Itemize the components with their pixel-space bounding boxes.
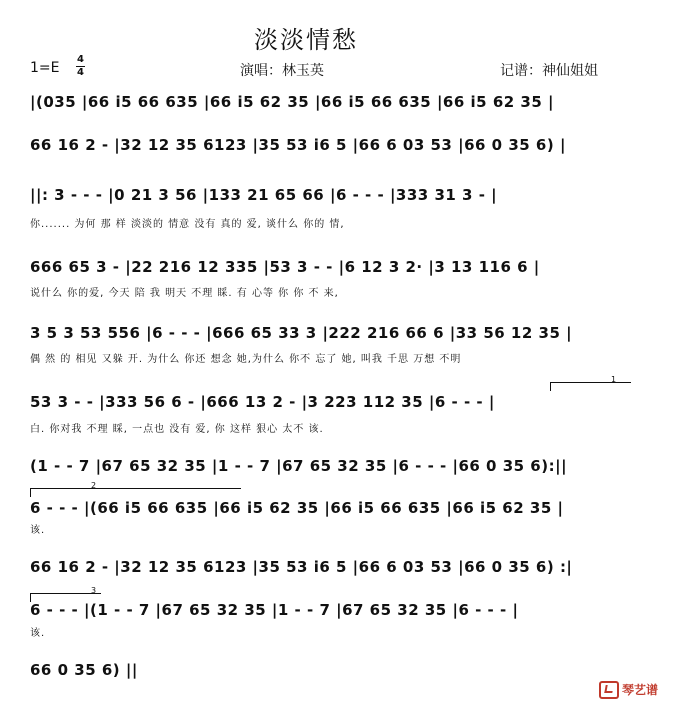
lyric-line-8: 该. [30, 525, 46, 536]
volta-3-label: 3 [91, 586, 97, 595]
notation-line-9: 66 16 2 - |32 12 35 6123 |35 53 i6 5 |66 6 03 53 |66 0 35 6) :| [30, 558, 573, 576]
notation-line-2: 66 16 2 - |32 12 35 6123 |35 53 i6 5 |66 6 03 53 |66 0 35 6) | [30, 136, 566, 154]
watermark [599, 681, 658, 700]
volta-2-bracket [30, 481, 241, 497]
lyric-line-6: 白. 你对我 不理 睬, 一点也 没有 爱, 你 这样 狠心 太不 该. [30, 424, 324, 435]
lyric-line-3: 你....... 为何 那 样 淡淡的 情意 没有 真的 爱, 谈什么 你的 情, [30, 219, 345, 230]
singer-label: 演唱：林玉英 [240, 63, 324, 79]
volta-1-label: 1 [611, 375, 617, 384]
lyric-line-5: 偶 然 的 相见 又躲 开. 为什么 你还 想念 她,为什么 你不 忘了 她, 叫我 千思 万想 不明 [30, 354, 462, 365]
lyric-line-4: 说什么 你的爱, 今天 陪 我 明天 不理 睬. 有 心等 你 你 不 来, [30, 288, 339, 299]
key-signature: 1=E [30, 60, 60, 76]
volta-1-bracket [550, 375, 631, 391]
volta-2-label: 2 [91, 481, 97, 490]
notation-line-5: 3 5 3 53 556 |6 - - - |666 65 33 3 |222 216 66 6 |33 56 12 35 | [30, 324, 573, 342]
notation-line-11: 66 0 35 6) || [30, 661, 138, 679]
song-title: 淡淡情愁 [254, 26, 358, 54]
notation-line-3: ||: 3 - - - |0 21 3 56 |133 21 65 66 |6 - - - |333 31 3 - | [30, 186, 498, 204]
watermark-logo-icon [599, 681, 619, 699]
time-sig-bottom: 4 [77, 67, 84, 78]
notation-line-7: (1 - - 7 |67 65 32 35 |1 - - 7 |67 65 32 35 |6 - - - |66 0 35 6):|| [30, 457, 568, 475]
time-sig-top: 4 [77, 54, 84, 65]
notation-line-6: 53 3 - - |333 56 6 - |666 13 2 - |3 223 112 35 |6 - - - | [30, 393, 495, 411]
watermark-text: 琴艺谱 [621, 682, 658, 697]
notation-line-4: 666 65 3 - |22 216 12 335 |53 3 - - |6 12 3 2· |3 13 116 6 | [30, 258, 540, 276]
lyric-line-10: 该. [30, 628, 46, 639]
notation-line-8: 6 - - - |(66 i5 66 635 |66 i5 62 35 |66 i5 66 635 |66 i5 62 35 | [30, 499, 564, 517]
transcriber-label: 记谱：神仙姐姐 [500, 63, 598, 79]
time-signature [76, 55, 85, 78]
notation-line-1: |(035 |66 i5 66 635 |66 i5 62 35 |66 i5 66 635 |66 i5 62 35 | [30, 93, 554, 111]
notation-line-10: 6 - - - |(1 - - 7 |67 65 32 35 |1 - - 7 |67 65 32 35 |6 - - - | [30, 601, 519, 619]
